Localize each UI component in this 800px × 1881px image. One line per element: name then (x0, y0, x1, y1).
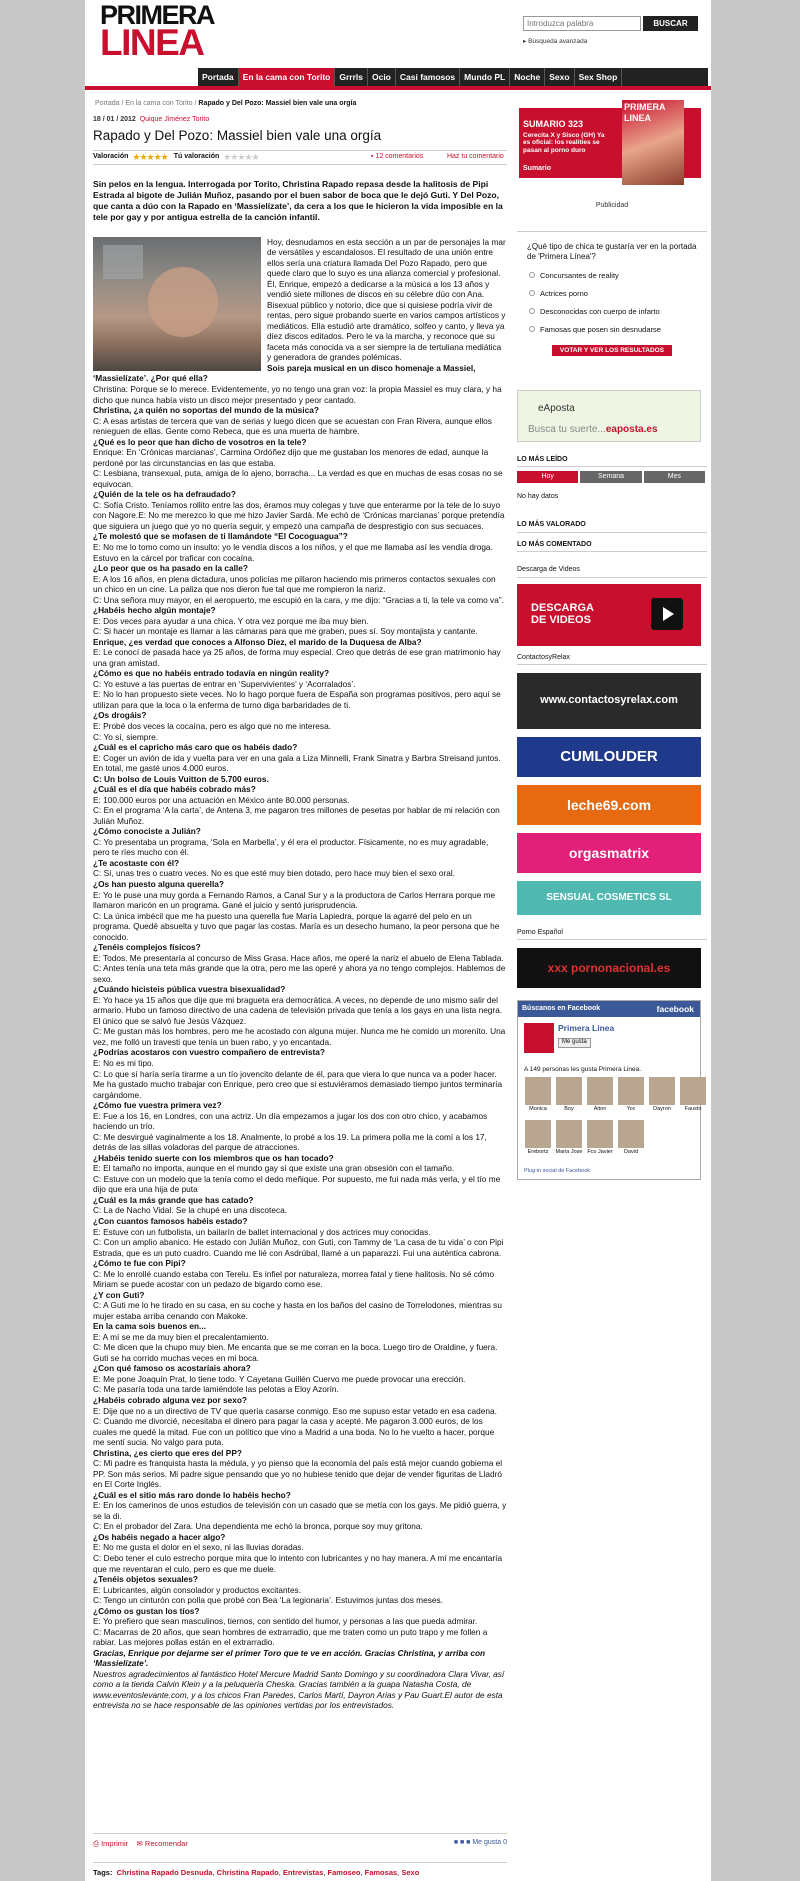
make-comment-link[interactable]: Haz tu comentario (447, 152, 504, 160)
eaposta-slogan: Busca tu suerte... (528, 423, 606, 435)
article-paragraph: C: Si hacer un montaje es llamar a las cámaras para que me graben, pues sí. Soy montajista y cantante. (93, 626, 478, 637)
article-paragraph: ¿Podrías acostaros con vuestro compañero de entrevista? (93, 1047, 325, 1058)
avatar[interactable] (556, 1120, 582, 1148)
poll-option-label: Famosas que posen sin desnudarse (540, 324, 661, 334)
article-paragraph: E: Yo prefiero que sean masculinos, tiernos, con sentido del humor, y personas a las que pueda admirar. (93, 1616, 478, 1627)
poll-option[interactable] (517, 289, 707, 298)
article-paragraph: C: Yo sí, siempre. (93, 731, 159, 742)
tag[interactable]: Famosas (364, 1868, 398, 1877)
comments-count[interactable]: ▪ 12 comentarios (371, 152, 424, 160)
mas-leido-heading: LO MÁS LEÍDO (517, 456, 707, 467)
fb-face-name: Boy (564, 1106, 574, 1113)
poll-option[interactable] (517, 307, 707, 316)
sidebar (517, 102, 707, 1180)
article-paragraph: ¿Lo peor que os ha pasado en la calle? (93, 563, 248, 574)
divider (85, 86, 711, 90)
rating-stars: ★★★★★ (132, 151, 168, 162)
eaposta-domain: eaposta.es (605, 423, 658, 435)
your-rating-label: Tú valoración (173, 152, 220, 160)
crumb-portada[interactable]: Portada (95, 100, 120, 107)
fb-face-name: Maria Jose (555, 1149, 583, 1156)
article-paragraph: C: A Guti me lo he tirado en su casa, en su coche y hasta en los baños del casino de Torrelodones, mientras su mujer estaba arriba cenando con Makoke. (93, 1300, 502, 1321)
tab-semana[interactable]: Semana (580, 471, 641, 483)
crumb-current: Rapado y Del Pozo: Massiel bien vale una orgía (198, 100, 357, 107)
fb-face-name: David (623, 1149, 639, 1156)
article-paragraph: Christina, ¿es cierto que eres del PP? (93, 1447, 242, 1458)
mail-icon[interactable]: ✉ (136, 1839, 143, 1848)
article-paragraph: C: Estuve con un modelo que la tenía como el dedo meñique. Por supuesto, me fui nada más verla, y el tío me dijo que era una hija de puta (93, 1173, 501, 1195)
radio-icon[interactable] (529, 272, 535, 278)
your-rating-stars[interactable]: ★★★★★ (223, 151, 259, 162)
fb-face[interactable] (524, 1077, 552, 1117)
fb-face[interactable] (586, 1120, 614, 1160)
fb-face-name: Yoc (626, 1106, 636, 1113)
article-paragraph: C: Cuando me divorcié, necesitaba el dinero para pagar la casa y acepté. Me pagaron 3.000 euros, de los cuales me quedé la mitad. Fue con un político que vino a Madrid a una boda. No lo he vuelto a hacer, porque me sentí sucia. No valgo para puta. (93, 1416, 495, 1448)
fb-brand: facebook (656, 1004, 694, 1015)
article-paragraph: ¿Cuál es el día que habéis cobrado más? (93, 784, 256, 795)
ad-leche69[interactable]: leche69.com (517, 785, 701, 825)
ad-sensual[interactable]: SENSUAL COSMETICS SL (517, 881, 701, 915)
nav-mundo-pl[interactable]: Mundo PL (460, 68, 510, 86)
comments-label: 12 comentarios (375, 152, 424, 160)
article-paragraph: ¿Y con Guti? (93, 1289, 145, 1300)
article-body (93, 237, 507, 1711)
article-paragraph: E: En los camerinos de unos estudios de televisión con un casado que se metía con los gays. Me pidió guerra, y se la di. (93, 1500, 507, 1521)
fb-face[interactable] (524, 1120, 552, 1160)
article-lead: Sin pelos en la lengua. Interrogada por Torito, Christina Rapado repasa desde la halitosis de Pipi Estrada al bigote de Julián Muñoz, pasando por el buen sabor de boca que le dejó Guti. Y Del Pozo, que canta a dúo con la Rapado en ‘Massielízate’, da cera a los que le hicieron la vida imposible en la tele por gay y por antigua estrella de la canción infantil. (93, 178, 503, 222)
article-paragraph: ¿Habéis cobrado alguna vez por sexo? (93, 1395, 247, 1406)
nav-ocio[interactable]: Ocio (368, 68, 396, 86)
fb-count: A 149 personas les gusta Primera Linea. (524, 1066, 642, 1074)
article-paragraph: C: En el programa ‘A la carta’, de Antena 3, me pagaron tres millones de pesetas por hablar de mi relación con Julián Muñoz. (93, 805, 500, 826)
fb-face[interactable] (586, 1077, 614, 1117)
article-paragraph: E: No me lo tomo como un insulto: yo le vendía discos a los niños, y el que me llamaba así les vendía droga. Estuvo en la cárcel por traficar con cocaína. (93, 541, 493, 563)
nav-casi-famosos[interactable]: Casi famosos (396, 68, 460, 86)
play-icon (651, 598, 683, 630)
article-paragraph: Enrique: En ‘Crónicas marcianas’, Carmina Ordóñez dijo que me gustaban los menores de edad, aunque la perdoné por las circunstancias en las que estaba. (93, 447, 489, 468)
tags-row: Tags: Christina Rapado Desnuda, Christina Rapado, Entrevistas, Famoseo, Famosas, Sexo (93, 1862, 507, 1877)
contactos-heading: ContactosyRelax (517, 654, 707, 665)
article-paragraph: ¿Con cuantos famosos habéis estado? (93, 1215, 248, 1226)
fb-face-name: Dayron (653, 1106, 671, 1113)
article-paragraph: C: Debo tener el culo estrecho porque mira que lo intento con lubricantes y no hay manera. A mí me encantaría que me reventaran el culo, pero es que me duele. (93, 1552, 503, 1574)
mag-title: SUMARIO 323 (523, 119, 584, 129)
article-title: Rapado y Del Pozo: Massiel bien vale una orgía (93, 128, 382, 144)
article-paragraph: C: Un bolso de Louis Vuitton de 5.700 euros. (93, 773, 269, 784)
no-data: No hay datos (517, 492, 559, 500)
article-paragraph: C: Lesbiana, transexual, puta, amiga de lo ajeno, borracha... La verdad es que en muchas de esas cosas no se equivocan. (93, 468, 503, 489)
fb-faces (524, 1077, 707, 1160)
article-paragraph: ¿Cómo te fue con Pipi? (93, 1258, 186, 1269)
eaposta-ad[interactable] (517, 390, 701, 442)
article-paragraph: Christina: Porque se lo merece. Evidentemente, yo no tengo una gran voz: la propia Massiel es muy clara, y ha dicho que nunca había visto un disco mejor presentado y peor cantado. (93, 384, 502, 405)
fb-face-name: Monica (529, 1106, 547, 1113)
radio-icon[interactable] (529, 326, 535, 332)
breadcrumb: Portada / En la cama con Torito / Rapado y Del Pozo: Massiel bien vale una orgía (95, 100, 357, 107)
fb-face[interactable] (617, 1077, 645, 1117)
search-button[interactable]: BUSCAR (643, 16, 698, 31)
fb-face[interactable] (648, 1077, 676, 1117)
search-input[interactable] (523, 16, 641, 31)
poll-option[interactable] (517, 271, 707, 280)
fb-plugin[interactable]: Plug-in social de Facebook (524, 1167, 591, 1174)
article-paragraph: E: Dije que no a un directivo de TV que quería casarse conmigo. Eso me supuso estar vetado en esa cadena. (93, 1405, 497, 1416)
poll-question: ¿Qué tipo de chica te gustaría ver en la portada de 'Primera Línea'? (527, 242, 697, 261)
mag-link[interactable]: Sumario (523, 165, 552, 172)
article-author[interactable]: Quique Jiménez Torito (139, 116, 210, 123)
advanced-search-link[interactable]: ▸ Búsqueda avanzada (523, 38, 588, 45)
article-paragraph: E: Le conocí de pasada hace ya 25 años, de forma muy especial. Creo que detrás de ese gran matrimonio hay una gran amistad. (93, 647, 501, 668)
avatar[interactable] (649, 1077, 675, 1105)
article-date: 18 / 01 / 2012 (93, 116, 136, 123)
article-paragraph: En la cama sois buenos en... (93, 1321, 206, 1332)
article-paragraph: C: Sofía Cristo. Teníamos rollito entre las dos, éramos muy colegas y tuve que enterarme por la tele de lo suyo con Nagore.E: No me merezco lo que me hizo Javier Sardà. Me echó de ‘Crónicas marcianas’ porque pretendía que siguiera un juego que yo no quería seguir, y empezó una campaña de desprestigio con sus secuaces. (93, 499, 505, 531)
video-banner[interactable] (517, 584, 701, 646)
article-paragraph: ¿Te molestó que se mofasen de ti llamándote “El Cocoguagua”? (93, 531, 348, 542)
article-paragraph: E: 100.000 euros por una actuación en México ante 80.000 personas. (93, 794, 350, 805)
nav-noche[interactable]: Noche (510, 68, 545, 86)
article-photo (93, 237, 261, 371)
article-paragraph: ¿Con qué famoso os acostaríais ahora? (93, 1363, 251, 1374)
article-paragraph: E: Fue a los 16, en Londres, con una actriz. Un día empezamos a jugar los dos con otro chico, y acabamos haciendo un trío. (93, 1110, 488, 1132)
article-paragraph: E: A mí se me da muy bien el precalentamiento. (93, 1331, 269, 1342)
magazine-cover[interactable] (622, 100, 684, 185)
nav-torito[interactable]: En la cama con Torito (239, 68, 336, 86)
ad-pornonacional[interactable]: xxx pornonacional.es (517, 948, 701, 988)
avatar[interactable] (525, 1077, 551, 1105)
porno-heading: Porno Español (517, 929, 707, 940)
avatar[interactable] (587, 1120, 613, 1148)
search-box (523, 16, 688, 31)
article-paragraph: C: Yo estuve a las puertas de entrar en ‘Supervivientes’ y ‘Acorralados’. (93, 678, 356, 689)
article-paragraph: C: Me pasaría toda una tarde lamiéndole las pelotas a Eloy Azorín. (93, 1384, 339, 1395)
nav-portada[interactable]: Portada (198, 68, 239, 86)
article-paragraph: ¿Habéis hecho algún montaje? (93, 605, 216, 616)
article-paragraph: ¿Qué es lo peor que han dicho de vosotros en la tele? (93, 436, 307, 447)
mag-lines: Cerecita X y Sisco (GH) Ya es oficial: los realities se pasan al porno duro (523, 132, 605, 154)
tag[interactable]: Famoseo (327, 1868, 361, 1877)
article-paragraph: E: Estuve con un futbolista, un bailarín de ballet internacional y dos actrices muy conocidas. (93, 1226, 431, 1237)
article-paragraph: ¿Te acostaste con él? (93, 857, 180, 868)
nav-grrrls[interactable]: Grrrls (335, 68, 368, 86)
article-paragraph: ¿Tenéis complejos físicos? (93, 942, 201, 953)
nav-sexo[interactable]: Sexo (545, 68, 574, 86)
vote-button[interactable]: VOTAR Y VER LOS RESULTADOS (552, 345, 672, 356)
article-paragraph: C: En el probador del Zara. Una dependienta me echó la bronca, porque soy muy gritona. (93, 1521, 423, 1532)
article-paragraph: E: A los 16 años, en plena dictadura, unos policías me pillaron haciendo mis primeros contactos sexuales con un chico en un cine. La paliza que nos dieron fue tal que me rompieron la nariz. (93, 573, 496, 595)
article-paragraph: C: Me dicen que la chupo muy bien. Me encanta que se me corran en la boca. Luego tiro de Oraldine, y fuera. Guti se ha corrido muchas veces en mi boca. (93, 1342, 498, 1363)
tab-mes[interactable]: Mes (644, 471, 705, 483)
share-icons[interactable]: ■ ■ ■ Me gusta 0 (453, 1839, 507, 1847)
facebook-box (517, 1000, 701, 1180)
article-paragraph: C: Con un amplio abanico. He estado con Julián Muñoz, con Guti, con Tammy de ‘La casa de tu vida’ o con Pipi Estrada, que es un puto cuadro. Cuando me lié con Asdrúbal, llamé a un paparazzi. Fui una auténtica cabrona. (93, 1237, 504, 1258)
share-bar (93, 1833, 507, 1853)
article-paragraph: E: El tamaño no importa, aunque en el mundo gay sí que existe una gran obsesión con el tamaño. (93, 1163, 455, 1174)
fb-face-name: Fco Javier (587, 1149, 613, 1156)
recommend-link[interactable]: Recomendar (144, 1839, 188, 1848)
article-paragraph: E: Dos veces para ayudar a una chica. Y otra vez porque me iba muy bien. (93, 615, 369, 626)
tags-label: Tags: (93, 1868, 113, 1877)
avatar[interactable] (618, 1120, 644, 1148)
crumb-section[interactable]: En la cama con Torito (125, 100, 193, 107)
article-paragraph: C: Una señora muy mayor, en el aeropuerto, me escupió en la cara, y me dijo: “Gracias a ti, la tele va como va”. (93, 594, 504, 605)
tag[interactable]: Christina Rapado Desnuda (116, 1868, 213, 1877)
ad-orgasmatrix[interactable]: orgasmatrix (517, 833, 701, 873)
advanced-search-label: Búsqueda avanzada (528, 38, 588, 45)
article-paragraph: E: Probé dos veces la cocaína, pero es algo que no me interesa. (93, 721, 331, 732)
article-paragraph: E: Coger un avión de ida y vuelta para ver en una gala a Liza Minnelli, Frank Sinatra y Barbra Streisand juntos. En total, me gasté unos 4.000 euros. (93, 752, 501, 774)
article-paragraph: C: Yo presentaba un programa, ‘Sola en Marbella’, y él era el productor. Físicamente, no es muy agradable, pero te ríes mucho con él. (93, 836, 489, 858)
article-paragraph: ¿Cuál es el sitio más raro donde lo habéis hecho? (93, 1489, 291, 1500)
magazine-banner[interactable] (519, 102, 701, 178)
article-paragraph: C: Sí, unas tres o cuatro veces. No es que esté muy bien dotado, pero hace muy bien el sexo oral. (93, 868, 456, 879)
article-paragraph: C: Me desvirgué vaginalmente a los 18. Analmente, lo probé a los 19. La primera polla me la comí a los 17, detrás de las sillas voladoras del parque de atracciones. (93, 1131, 487, 1153)
avatar[interactable] (680, 1077, 706, 1105)
fb-face-name: Erebortz (527, 1149, 549, 1156)
print-icon[interactable]: ⎙ (93, 1839, 99, 1848)
article-paragraph: ¿Cómo es que no habéis entrado todavía en ningún reality? (93, 668, 330, 679)
article-paragraph: C: A esas artistas de tercera que van de serias y luego dicen que se acuestan con Fran Rivera, aunque ellos renieguen de ellas. Gente como Rebeca, que es una muerta de hambre. (93, 415, 492, 437)
poll-option-label: Desconocidas con cuerpo de infarto (540, 306, 660, 316)
article-paragraph: ¿Cómo conociste a Julián? (93, 826, 201, 837)
article-paragraph: ¿Cómo fue vuestra primera vez? (93, 1100, 222, 1111)
article-paragraph: ¿Cuál es el capricho más caro que os habéis dado? (93, 742, 298, 753)
article-paragraph: Gracias, Enrique por dejarme ser el primer Toro que te ve en acción. Gracias Christina, y arriba con ‘Massielízate’. (93, 1647, 486, 1669)
fb-header (518, 1001, 700, 1017)
radio-icon[interactable] (529, 308, 535, 314)
fb-face[interactable] (555, 1077, 583, 1117)
article-paragraph: C: Macarras de 20 años, que sean hombres de extrarradio, que me traten como un puto trapo y me follen a rabiar. Las mejores pollas están en el extrarradio. (93, 1626, 488, 1648)
fb-title: Búscanos en Facebook (522, 1005, 601, 1013)
mas-leido-tabs (517, 471, 707, 483)
mas-valorado-heading[interactable]: LO MÁS VALORADO (517, 521, 707, 532)
logo-bottom: LINEA (100, 22, 204, 64)
article-paragraph: ¿Quién de la tele os ha defraudado? (93, 489, 236, 500)
article-paragraph: ¿Cuándo hicisteis pública vuestra bisexualidad? (93, 984, 286, 995)
article-paragraph: Enrique, ¿es verdad que conoces a Alfonso Díez, el marido de la Duquesa de Alba? (93, 636, 422, 647)
article-paragraph: C: Antes tenía una teta más grande que la otra, pero me las operé y ahora ya no tengo complejos. Hablemos de sexo. (93, 963, 506, 984)
tag[interactable]: Entrevistas (282, 1868, 324, 1877)
article-paragraph: E: Todos. Me presentaría al concurso de Miss Grasa. Hace años, me operé la nariz el abuelo de Elena Tablada. (93, 952, 504, 963)
fb-face[interactable] (679, 1077, 707, 1117)
poll-option[interactable] (517, 325, 707, 334)
megusta-button[interactable]: Me gusta (472, 1839, 502, 1847)
page (85, 0, 711, 1881)
article-paragraph: ¿Tenéis objetos sexuales? (93, 1574, 198, 1585)
eaposta-text (528, 424, 658, 436)
article-paragraph: E: Yo hace ya 15 años que dije que mi bragueta era democrática. A veces, no depende de uno mismo salir del armario. Hubo un famoso directivo de una cadena de televisión privada que tenía a los gays en una lista negra. El único que se salvó fue Jesús Vázquez. (93, 994, 503, 1026)
fb-face-name: Aiton (593, 1106, 607, 1113)
article-paragraph: Sois pareja musical en un disco homenaje a Massiel, ‘Massielízate’. ¿Por qué ella? (93, 362, 476, 384)
poll (517, 231, 707, 355)
fb-face[interactable] (555, 1120, 583, 1160)
mas-comentado-heading[interactable]: LO MÁS COMENTADO (517, 541, 707, 552)
article-paragraph: E: No me gusta el dolor en el sexo, ni las lluvias doradas. (93, 1542, 304, 1553)
article-paragraph: E: Yo le puse una muy gorda a Fernando Ramos, a Canal Sur y a la productora de Carlos Herrara porque me llamaron maricón en un programa. Gané el juicio y sentó jurisprudencia. (93, 889, 496, 911)
article-paragraph: E: No lo han propuesto siete veces. No lo hago porque fuera de España son programas positivos, pero aquí se utilizan para que la loca o la enferma de turno diga barbaridades de ti. (93, 689, 501, 710)
article-paragraph: C: La única imbécil que me ha puesto una querella fue María Lapiedra, porque la agarré del pelo en un programa. Quedé absuelta y tuvo que pagar las costas. María es un desecho humano, la peor persona que he conocido. (93, 910, 500, 942)
article-paragraph: E: Me pone Joaquín Prat, lo tiene todo. Y Cayetana Guillén Cuervo me puede provocar una erección. (93, 1373, 466, 1384)
tag[interactable]: Christina Rapado (216, 1868, 279, 1877)
article-paragraph: ¿Os habéis negado a hacer algo? (93, 1531, 226, 1542)
article-paragraph: Christina, ¿a quién no soportas del mundo de la música? (93, 405, 319, 416)
avatar[interactable] (587, 1077, 613, 1105)
video-banner-text: DESCARGA DE VIDEOS (531, 601, 594, 626)
cover-title: PRIMERA LINEA (624, 102, 666, 123)
tab-hoy[interactable]: Hoy (517, 471, 578, 483)
article-paragraph: Hoy, desnudamos en esta sección a un par de personajes la mar de versátiles y escandalosos. El resultado de una unión entre ellos sería una criatura llamada Del Pozo Rapado, pero que quede claro que lo suyo es una alianza comercial y profesional. Él, Enrique, empezó a dedicarse a la música a los 13 años y vendió siete millones de discos en su célebre dúo con Ana. Bisexual público y notorio, dice que si quisiese podría vivir de rentas, pero sigue probando suerte en varios campos artísticos y mediáticos. Ella estudió arte dramático, solfeo y canto, y lleva ya diez discos editados. Pero le va la marcha, y reconoce que su faceta más conocida va a ser siempre la de tertuliana mediática y generadora de grandes polémicas. (267, 236, 506, 363)
header (85, 0, 711, 86)
article-paragraph: C: Tengo un cinturón con polla que probé con Bea ‘La legionaria’. Estuvimos juntas dos meses. (93, 1595, 443, 1606)
poll-option-label: Concursantes de reality (540, 270, 619, 280)
ad-contactos[interactable]: www.contactosyrelax.com (517, 673, 701, 729)
article-meta (93, 116, 507, 124)
tag[interactable]: Sexo (401, 1868, 420, 1877)
logo-top: PRIMERA (100, 0, 215, 30)
article-paragraph: C: La de Nacho Vidal. Se la chupé en una discoteca. (93, 1205, 288, 1216)
rating-label: Valoración (93, 152, 129, 160)
article-paragraph: E: No es mi tipo. (93, 1058, 154, 1069)
article-paragraph: E: Lubricantes, algún consolador y productos excitantes. (93, 1584, 302, 1595)
nav-sex-shop[interactable]: Sex Shop (575, 68, 623, 86)
article-paragraph: ¿Os han puesto alguna querella? (93, 878, 224, 889)
avatar[interactable] (525, 1120, 551, 1148)
avatar[interactable] (556, 1077, 582, 1105)
fb-face-name: Fausto (684, 1106, 702, 1113)
eaposta-title: eAposta (538, 402, 575, 414)
fb-page-logo[interactable] (524, 1023, 554, 1053)
like-count: 0 (503, 1839, 507, 1847)
fb-like-button[interactable]: Me gusta (558, 1038, 591, 1047)
site-logo[interactable] (100, 0, 215, 64)
article (93, 116, 507, 1711)
fb-page-name[interactable]: Primera Linea (558, 1023, 615, 1034)
rating-bar (93, 150, 507, 165)
avatar[interactable] (618, 1077, 644, 1105)
article-paragraph: ¿Habéis tenido suerte con los miembros que os han tocado? (93, 1152, 334, 1163)
article-paragraph: C: Me lo enrollé cuando estaba con Terelu. Es infiel por naturaleza, morrea fatal y tiene halitosis. No sé cómo Miriam se puede acostar con un pedazo de bigardo como ese. (93, 1268, 495, 1290)
poll-option-label: Actrices porno (540, 288, 588, 298)
main-nav (198, 68, 708, 86)
descarga-heading: Descarga de Videos (517, 566, 707, 577)
article-paragraph: ¿Os drogáis? (93, 710, 147, 721)
article-paragraph: Nuestros agradecimientos al fantástico Hotel Mercure Madrid Santo Domingo y su coordinadora Clara Vivar, así como a la tienda Calvin Klein y a la peluquería Cheska. Gracias también a la guapa Natasha Costa, de www.eventoslevante.com, y a los chicos Fran Paredes, Carlos Martí, Dayron Arias y Pau Guart.El autor de esta entrevista no se hace responsable de las opiniones vertidas por los entrevistados. (93, 1668, 505, 1711)
publicidad-label: Publicidad (595, 202, 629, 209)
article-paragraph: C: Mi padre es franquista hasta la médula, y yo pienso que la economía del país está mejor cuando gobierna el PP. Son más serios. Mi padre sigue pensando que yo no hubiese tenido que dejar de vender figuritas de Lladró en El Corte Inglés. (93, 1458, 503, 1490)
print-link[interactable]: Imprimir (101, 1839, 129, 1848)
radio-icon[interactable] (529, 290, 535, 296)
article-paragraph: ¿Cuál es la más grande que has catado? (93, 1194, 254, 1205)
article-paragraph: C: Lo que sí haría sería tirarme a un tío jovencito delante de él, para que viera lo que nunca va a poder hacer. Me ha gustado mucho trabajar con Enrique, pero creo que si estuviéramos demasiado tiempo juntos terminaría cargándome. (93, 1068, 503, 1100)
fb-face[interactable] (617, 1120, 645, 1160)
ad-cumlouder[interactable]: CUMLOUDER (517, 737, 701, 777)
article-paragraph: ¿Cómo os gustan los tíos? (93, 1605, 200, 1616)
article-paragraph: C: Me gustan más los hombres, pero me he acostado con alguna mujer. Nunca me he comido un moreníto. Una vez, me folló un travesti que tenía un buen rabo, y yo encantada. (93, 1026, 506, 1047)
